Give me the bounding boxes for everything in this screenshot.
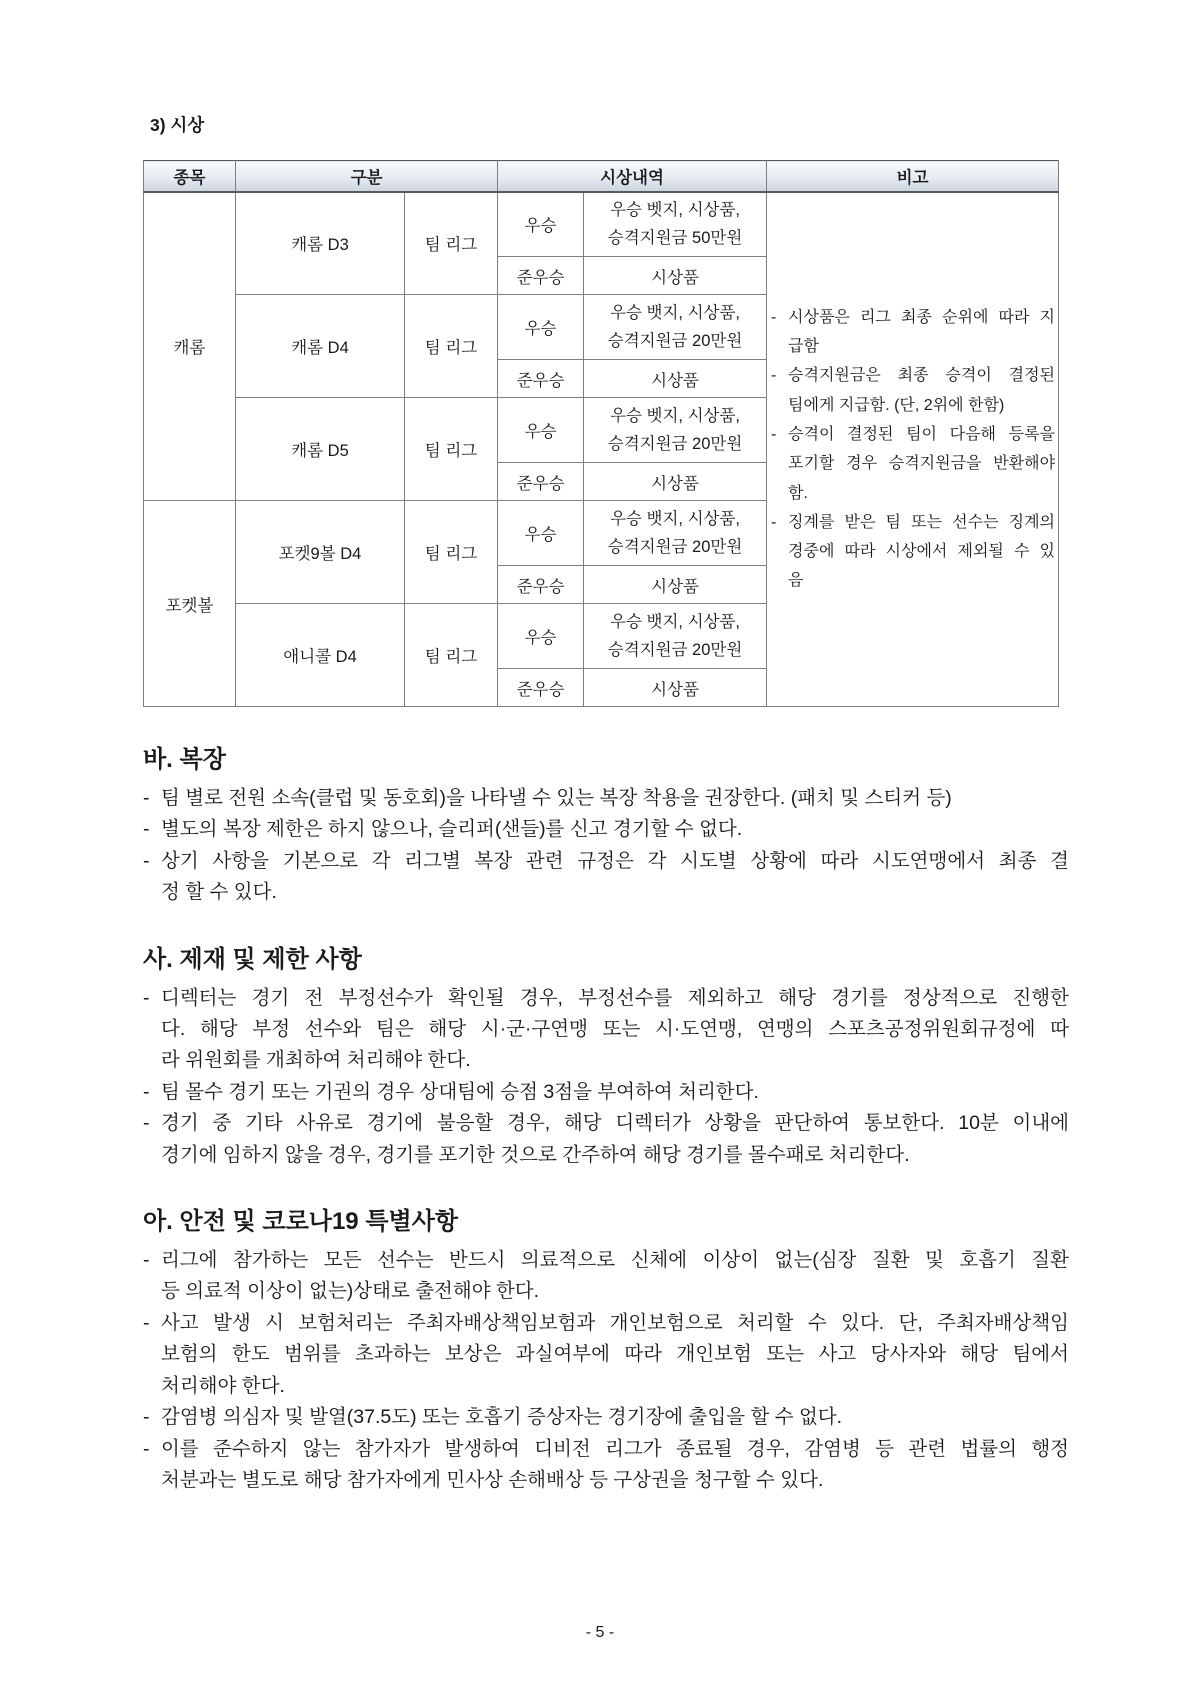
remark-line: 징계를 받은 팀 또는 선수는 징계의: [788, 513, 1056, 531]
division-cell: 포켓9볼 D4: [236, 501, 405, 604]
bullet-marker: -: [771, 513, 777, 531]
item-line: 상기 사항을 기본으로 각 리그별 복장 관련 규정은 각 시도별 상황에 따라 시도연맹에서 최종 결: [161, 849, 1069, 872]
prize-line: 승격지원금 20만원: [607, 435, 743, 453]
item-text: [161, 1308, 1069, 1402]
item-text: [161, 1402, 1069, 1433]
item-text: [161, 1108, 1069, 1171]
item-line: 등 의료적 이상이 없는)상태로 출전해야 한다.: [161, 1280, 540, 1303]
bullet-marker: -: [143, 849, 150, 872]
item-line: 리그에 참가하는 모든 선수는 반드시 의료적으로 신체에 이상이 없는(심장 질환 및 호흡기 질환: [161, 1249, 1069, 1272]
list-item: [143, 1108, 1069, 1171]
remarks-cell: [767, 192, 1059, 707]
item-line: 보험의 한도 범위를 초과하는 보상은 과실여부에 따라 개인보험 또는 사고 당사자와 해당 팀에서: [161, 1343, 1069, 1366]
item-text: [161, 814, 1069, 845]
remark-item: [771, 303, 1055, 362]
item-text: [161, 983, 1069, 1077]
prize-cell-runner-up: 시상품: [584, 257, 767, 295]
prize-cell-runner-up: 시상품: [584, 669, 767, 707]
remark-text: [788, 361, 1055, 420]
rank-cell-winner: 우승: [498, 192, 584, 257]
header-category: 구분: [236, 161, 498, 192]
list-item: [143, 1434, 1069, 1497]
rank-cell-runner-up: 준우승: [498, 257, 584, 295]
remark-item: [771, 420, 1055, 508]
prize-cell-winner: [584, 295, 767, 360]
rank-cell-runner-up: 준우승: [498, 463, 584, 501]
prize-line: 우승 뱃지, 시상품,: [610, 510, 740, 528]
prize-line: 우승 뱃지, 시상품,: [610, 304, 740, 322]
section-dress-code: [143, 744, 1069, 909]
remark-line: 팀에게 지급함. (단, 2위에 한함): [788, 396, 1005, 414]
prize-line: 승격지원금 20만원: [607, 332, 743, 350]
prize-cell-winner: [584, 501, 767, 566]
header-awards: 시상내역: [498, 161, 767, 192]
section-title: 바. 복장: [143, 746, 226, 773]
remark-line: 포기할 경우 승격지원금을 반환해야: [788, 455, 1056, 473]
bullet-marker: -: [771, 308, 777, 326]
item-text: [161, 783, 1069, 814]
item-line: 라 위원회를 개최하여 처리해야 한다.: [161, 1049, 471, 1072]
remark-text: [788, 508, 1055, 596]
bullet-marker: -: [143, 818, 150, 841]
prize-line: 승격지원금 20만원: [607, 538, 743, 556]
bullet-marker: -: [143, 986, 150, 1009]
league-type-cell: 팀 리그: [405, 501, 498, 604]
league-type-cell: 팀 리그: [405, 295, 498, 398]
page-number: - 5 -: [585, 1624, 615, 1641]
remark-line: 함.: [788, 484, 808, 502]
item-line: 처분과는 별도로 해당 참가자에게 민사상 손해배상 등 구상권을 청구할 수 있다.: [161, 1468, 824, 1491]
rank-cell-winner: 우승: [498, 604, 584, 669]
list-item: [143, 846, 1069, 909]
rank-cell-runner-up: 준우승: [498, 360, 584, 398]
bullet-marker: -: [143, 1080, 150, 1103]
division-cell: 캐롬 D5: [236, 398, 405, 501]
list-item: [143, 1077, 1069, 1108]
sport-cell: 캐롬: [144, 192, 236, 501]
prize-cell-winner: [584, 192, 767, 257]
section-sanctions: [143, 944, 1069, 1171]
remark-item: [771, 508, 1055, 596]
list-item: [143, 783, 1069, 814]
item-line: 이를 준수하지 않는 참가자가 발생하여 디비전 리그가 종료될 경우, 감염병 등 관련 법률의 행정: [161, 1437, 1069, 1460]
prize-line: 승격지원금 50만원: [607, 229, 743, 248]
section-title: 사. 제재 및 제한 사항: [143, 945, 362, 973]
item-text: [161, 1434, 1069, 1497]
bullet-marker: -: [143, 1406, 150, 1429]
header-sport: 종목: [144, 161, 236, 192]
league-type-cell: 팀 리그: [405, 604, 498, 707]
header-remarks: 비고: [767, 161, 1059, 192]
item-line: 다. 해당 부정 선수와 팀은 해당 시·군·구연맹 또는 시·도연맹, 연맹의 스포츠공정위원회규정에 따: [161, 1018, 1069, 1041]
prize-cell-runner-up: 시상품: [584, 360, 767, 398]
bullet-marker: -: [143, 1249, 150, 1272]
rank-cell-winner: 우승: [498, 295, 584, 360]
item-line: 사고 발생 시 보험처리는 주최자배상책임보험과 개인보험으로 처리할 수 있다. 단, 주최자배상책임: [161, 1311, 1069, 1334]
prize-cell-runner-up: 시상품: [584, 566, 767, 604]
prize-line: 우승 벳지, 시상품,: [610, 201, 740, 220]
division-cell: 캐롬 D4: [236, 295, 405, 398]
division-cell: 캐롬 D3: [236, 192, 405, 295]
prize-line: 우승 벳지, 시상품,: [610, 407, 740, 425]
table-header-row: [144, 161, 1059, 192]
award-subheading: 3) 시상: [150, 115, 205, 135]
list-item: [143, 814, 1069, 845]
section-title: 아. 안전 및 코로나19 특별사항: [143, 1208, 459, 1236]
list-item: [143, 983, 1069, 1077]
remark-line: 시상품은 리그 최종 순위에 따라 지: [788, 308, 1056, 326]
prize-cell-winner: [584, 398, 767, 463]
remark-line: 승격지원금은 최종 승격이 결정된: [788, 367, 1056, 385]
item-line: 경기 중 기타 사유로 경기에 불응할 경우, 해당 디렉터가 상황을 판단하여 통보한다. 10분 이내에: [161, 1112, 1069, 1135]
item-line: 별도의 복장 제한은 하지 않으나, 슬리퍼(샌들)를 신고 경기할 수 없다.: [161, 818, 743, 841]
item-text: [161, 1245, 1069, 1308]
league-type-cell: 팀 리그: [405, 398, 498, 501]
remark-text: [788, 420, 1055, 508]
prize-line: 우승 뱃지, 시상품,: [610, 613, 740, 631]
list-item: [143, 1308, 1069, 1402]
item-line: 정 할 수 있다.: [161, 881, 277, 904]
rank-cell-runner-up: 준우승: [498, 566, 584, 604]
list-item: [143, 1245, 1069, 1308]
award-table: [143, 160, 1059, 707]
item-text: [161, 846, 1069, 909]
bullet-marker: -: [143, 1112, 150, 1135]
rank-cell-winner: 우승: [498, 501, 584, 566]
remark-line: 승격이 결정된 팀이 다음해 등록을: [788, 425, 1056, 443]
item-line: 팀 몰수 경기 또는 기권의 경우 상대팀에 승점 3점을 부여하여 처리한다.: [161, 1080, 759, 1103]
prize-cell-runner-up: 시상품: [584, 463, 767, 501]
remark-line: 음: [788, 572, 804, 590]
bullet-marker: -: [771, 367, 777, 385]
remark-line: 경중에 따라 시상에서 제외될 수 있: [788, 543, 1056, 561]
remark-text: [788, 303, 1055, 362]
bullet-marker: -: [143, 1437, 150, 1460]
division-cell: 애니콜 D4: [236, 604, 405, 707]
item-text: [161, 1077, 1069, 1108]
table-row-winner: [144, 192, 1059, 257]
rank-cell-winner: 우승: [498, 398, 584, 463]
item-line: 디렉터는 경기 전 부정선수가 확인될 경우, 부정선수를 제외하고 해당 경기를 정상적으로 진행한: [161, 986, 1069, 1009]
bullet-marker: -: [771, 425, 777, 443]
league-type-cell: 팀 리그: [405, 192, 498, 295]
bullet-marker: -: [143, 787, 150, 809]
item-line: 감염병 의심자 및 발열(37.5도) 또는 호흡기 증상자는 경기장에 출입을 할 수 없다.: [161, 1406, 843, 1429]
remark-item: [771, 361, 1055, 420]
item-line: 경기에 임하지 않을 경우, 경기를 포기한 것으로 간주하여 해당 경기를 몰수패로 처리한다.: [161, 1143, 910, 1166]
bullet-marker: -: [143, 1311, 150, 1334]
prize-line: 승격지원금 20만원: [607, 641, 743, 659]
prize-cell-winner: [584, 604, 767, 669]
remark-line: 급함: [788, 338, 819, 356]
rank-cell-runner-up: 준우승: [498, 669, 584, 707]
sport-cell: 포켓볼: [144, 501, 236, 707]
section-safety-covid: [143, 1206, 1069, 1496]
list-item: [143, 1402, 1069, 1433]
item-line: 처리해야 한다.: [161, 1374, 285, 1397]
item-line: 팀 별로 전원 소속(클럽 및 동호회)을 나타낼 수 있는 복장 착용을 권장한다. (패치 및 스티커 등): [161, 787, 952, 809]
body-sections: [143, 744, 1069, 1496]
